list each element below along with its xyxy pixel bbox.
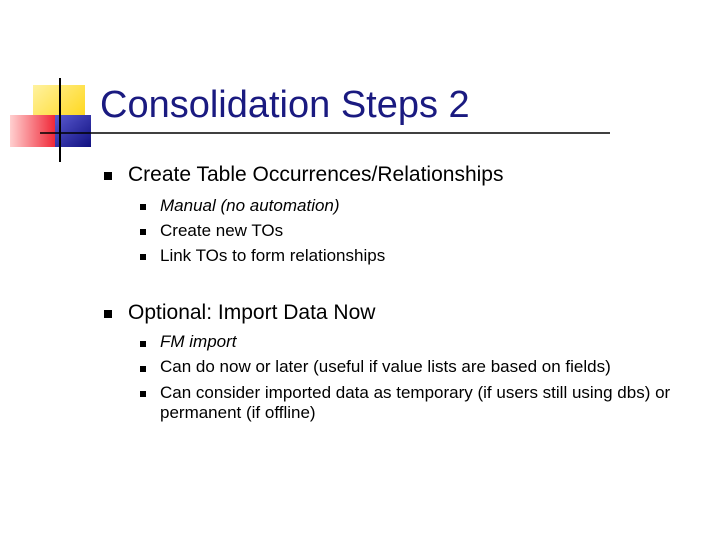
bullet-icon — [140, 254, 146, 260]
list-item: Link TOs to form relationships — [160, 246, 386, 265]
slide-title: Consolidation Steps 2 — [100, 84, 470, 126]
section-heading-1: Create Table Occurrences/Relationships — [128, 163, 504, 186]
bullet-icon — [140, 204, 146, 210]
bullet-icon — [140, 391, 146, 397]
list-item: Manual (no automation) — [160, 196, 340, 215]
bullet-icon — [104, 172, 112, 180]
list-item: Create new TOs — [160, 221, 284, 240]
list-item: FM import — [160, 332, 237, 351]
bullet-icon — [140, 366, 146, 372]
red-bar — [10, 115, 55, 147]
section-heading-2: Optional: Import Data Now — [128, 301, 376, 324]
bullet-icon — [140, 341, 146, 347]
bullet-icon — [104, 310, 112, 318]
list-item: Can consider imported data as temporary (if users still using dbs) or permanent (if offline) — [160, 383, 671, 422]
list-item: Can do now or later (useful if value lists are based on fields) — [160, 357, 611, 376]
bullet-icon — [140, 229, 146, 235]
